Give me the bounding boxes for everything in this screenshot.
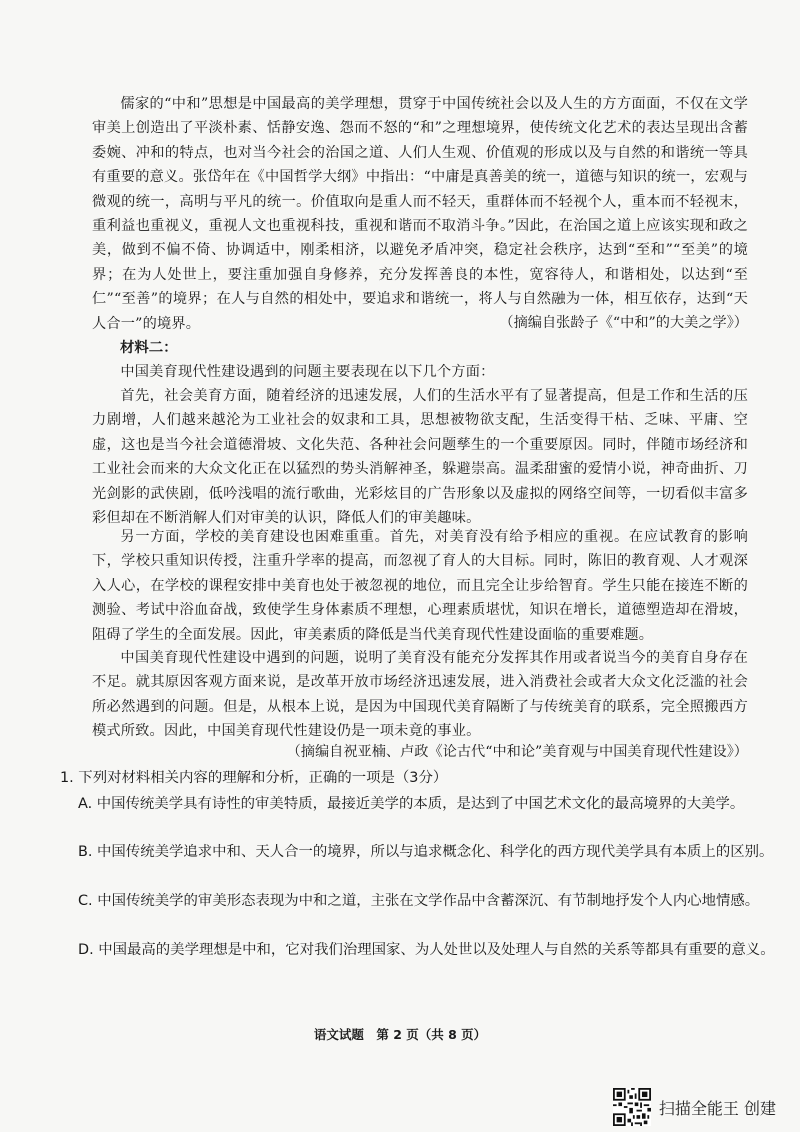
option-a: A. 中国传统美学具有诗性的审美特质，最接近美学的本质，是达到了中国艺术文化的最高境界的大美学。 [78,796,745,812]
question-stem: 1. 下列对材料相关内容的理解和分析，正确的一项是（3分） [60,770,448,786]
material2-paragraph-3: 另一方面，学校的美育建设也困难重重。首先，对美育没有给予相应的重视。在应试教育的影响下，学校只重知识传授，注重升学率的提高，而忽视了育人的大目标。同时，陈旧的教育观、人才观深入人心，在学校的课程安排中美育也处于被忽视的地位，而且完全让步给智育。学生只能在接连不断的测验、考试中浴血奋战，致使学生身体素质不理想，心理素质堪忧，知识在增长，道德塑造却在滑坡，阻碍了学生的全面发展。因此，审美素质的降低是当代美育现代性建设面临的重要难题。 [92,529,748,643]
material1-paragraph: 儒家的“中和”思想是中国最高的美学理想，贯穿于中国传统社会以及人生的方方面面，不仅在文学审美上创造出了平淡朴素、恬静安逸、怨而不怒的“和”之理想境界，使传统文化艺术的表达呈现出含蓄委婉、冲和的特点，也对当今社会的治国之道、人们人生观、价值观的形成以及与自然的和谐统一等具有重要的意义。张岱年在《中国哲学大纲》中指出：“中庸是真善美的统一，道德与知识的统一，宏观与微观的统一，高明与平凡的统一。价值取向是重人而不轻天，重群体而不轻视个人，重本而不轻视末，重利益也重视义，重视人文也重视科技，重视和谐而不取消斗争。”因此，在治国之道上应该实现和政之美，做到不偏不倚、协调适中，刚柔相济，以避免矛盾冲突，稳定社会秩序，达到“至和”“至美”的境界；在为人处世上，要注重加强自身修养，充分发挥善良的本性，宽容待人，和谐相处，以达到“至仁”“至善”的境界；在人与自然的相处中，要追求和谐统一，将人与自然融为一体，相互依存，达到“天人合一”的境界。 [92,96,748,332]
watermark-text: 扫描全能王 创建 [658,1098,776,1118]
page-footer: 语文试题 第 2 页（共 8 页） [313,1027,487,1042]
scanner-watermark [613,1088,776,1126]
material1-source: （摘编自张龄子《“中和”的大美之学》） [499,315,748,331]
option-b: B. 中国传统美学追求中和、天人合一的境界，所以与追求概念化、科学化的西方现代美学具有本质上的区别。 [78,844,774,860]
material2-paragraph-4: 中国美育现代性建设中遇到的问题，说明了美育没有能充分发挥其作用或者说当今的美育自身存在不足。就其原因客观方面来说，是改革开放市场经济迅速发展，进入消费社会或者大众文化泛滥的社会所必然遇到的问题。但是，从根本上说，是因为中国现代美育隔断了与传统美育的联系，完全照搬西方模式所致。因此，中国美育现代性建设仍是一项未竟的事业。 [92,650,748,740]
material2-source: （摘编自祝亚楠、卢政《论古代“中和论”美育观与中国美育现代性建设》） [286,744,748,760]
option-d: D. 中国最高的美学理想是中和，它对我们治理国家、为人处世以及处理人与自然的关系等都具有重要的意义。 [78,942,775,958]
material2-paragraph-1: 中国美育现代性建设遇到的问题主要表现在以下几个方面： [120,364,495,380]
qr-code-icon [613,1088,651,1126]
material2-heading: 材料二： [120,339,178,356]
option-c: C. 中国传统美学的审美形态表现为中和之道，主张在文学作品中含蓄深沉、有节制地抒发个人内心地情感。 [78,893,760,909]
material2-paragraph-2: 首先，社会美育方面，随着经济的迅速发展，人们的生活水平有了显著提高，但是工作和生活的压力剧增，人们越来越沦为工业社会的奴隶和工具，思想被物欲支配，生活变得干枯、乏味、平庸、空虚，这也是当今社会道德滑坡、文化失范、各种社会问题孳生的一个重要原因。同时，伴随市场经济和工业社会而来的大众文化正在以猛烈的势头消解神圣，躲避崇高。温柔甜蜜的爱情小说，神奇曲折、刀光剑影的武侠剧，低吟浅唱的流行歌曲，光彩炫目的广告形象以及虚拟的网络空间等，一切看似丰富多彩但却在不断消解人们对审美的认识，降低人们的审美趣味。 [92,388,748,527]
